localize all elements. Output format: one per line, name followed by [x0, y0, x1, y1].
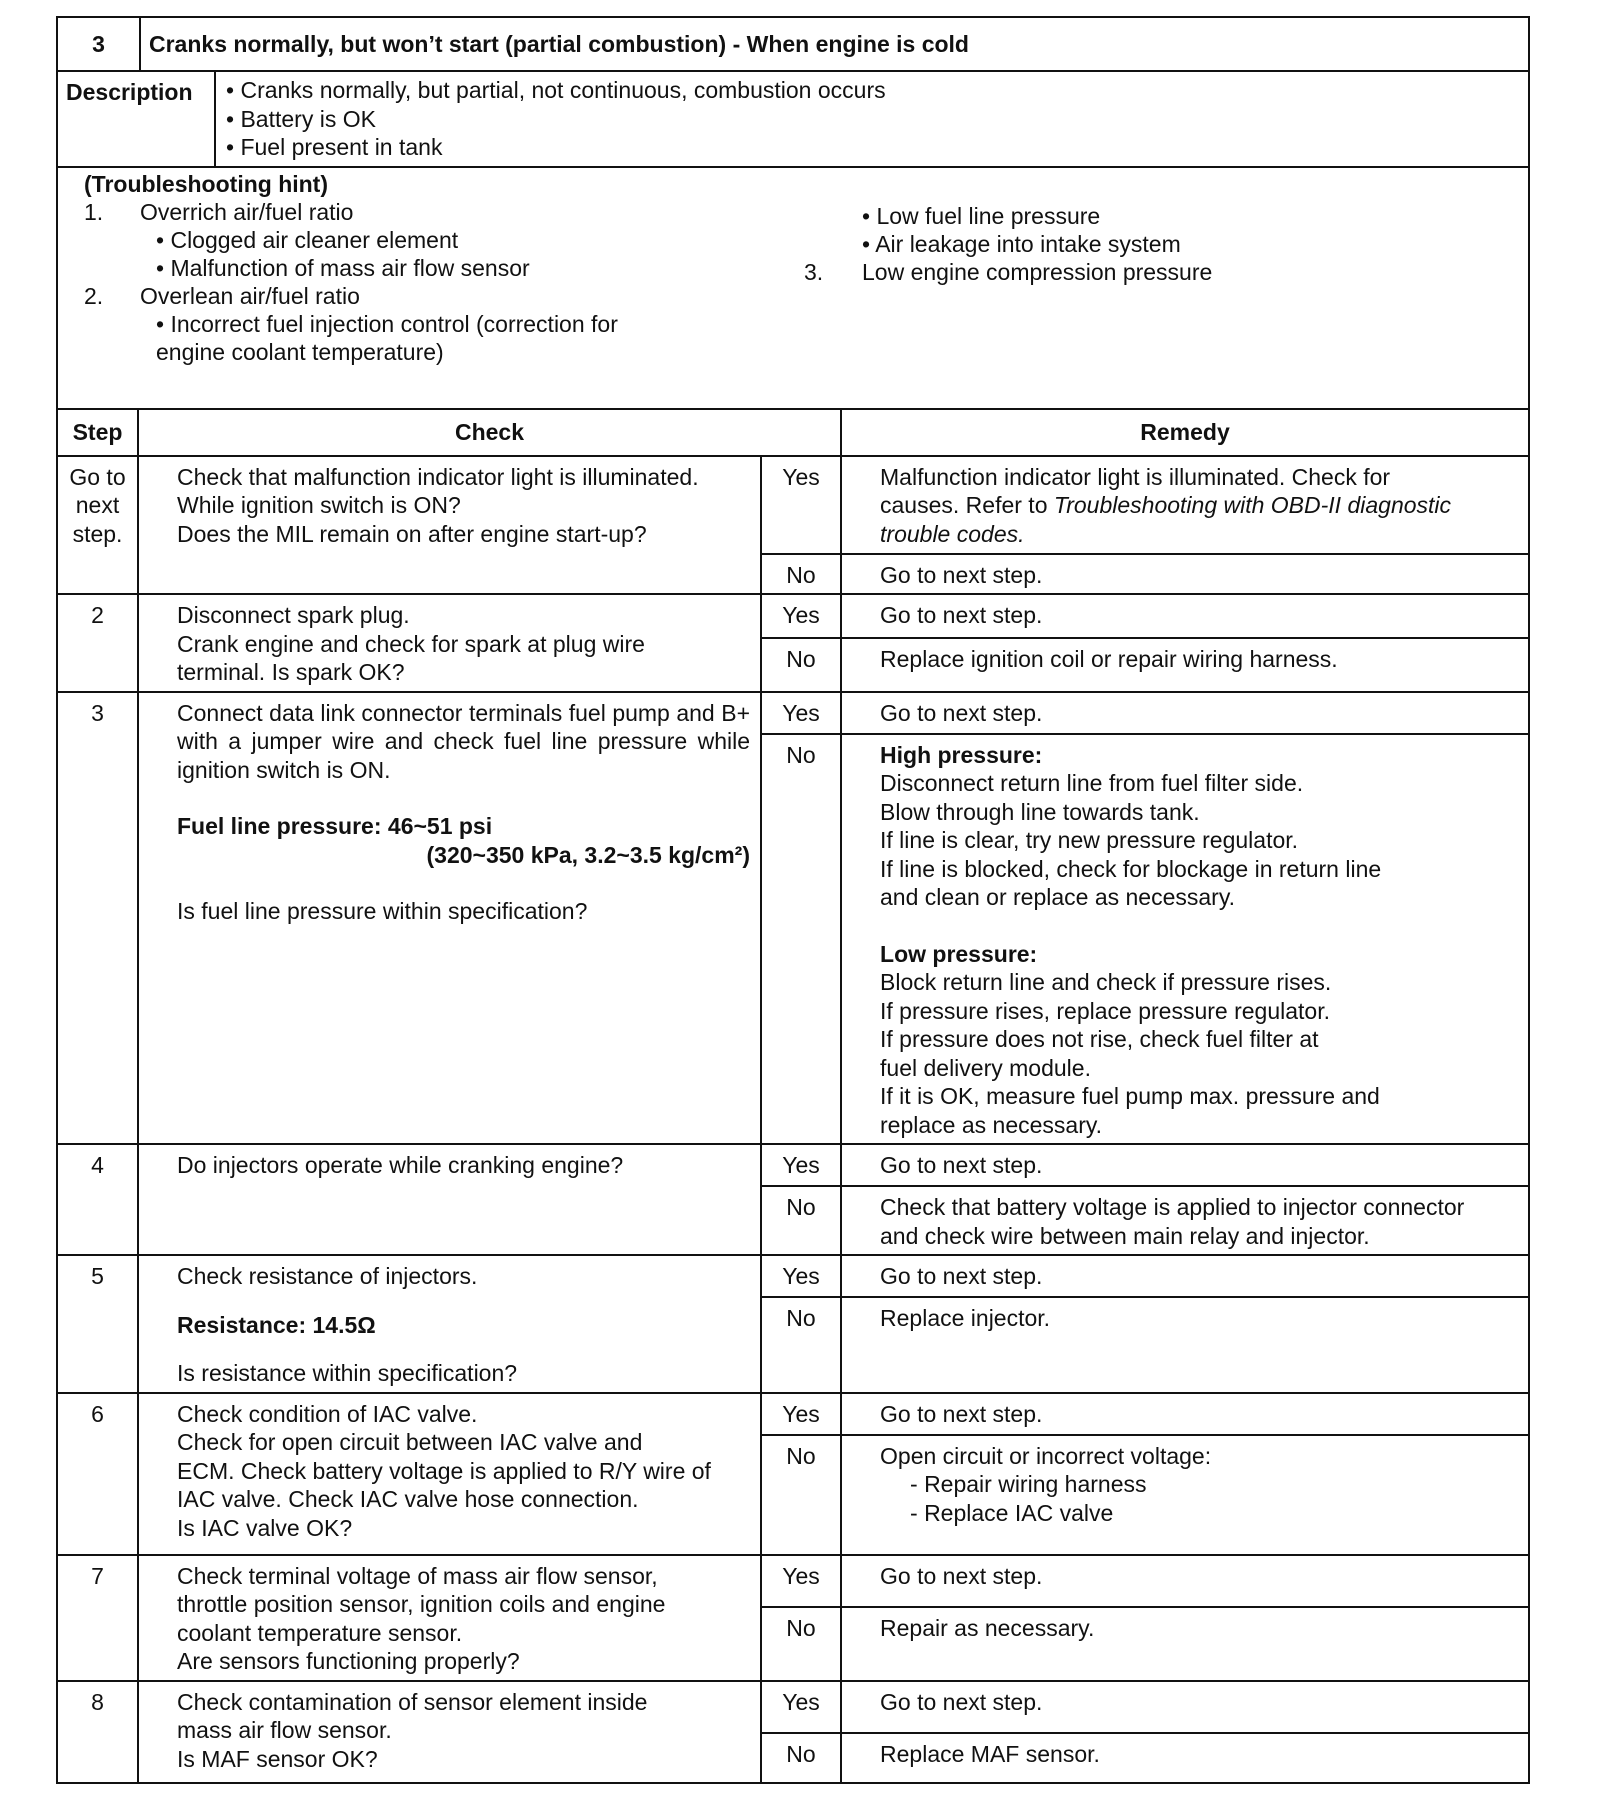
hint-number: 2. [84, 282, 104, 309]
col-check: Check [138, 409, 841, 456]
step-number: 5 [57, 1255, 138, 1393]
description-item: • Fuel present in tank [226, 133, 1518, 162]
check-text: Connect data link connector terminals fuel pump and B+ with a jumper wire and check fuel line pressure while ignition switch is ON. [177, 699, 750, 783]
troubleshooting-sheet [56, 16, 1530, 1784]
hint-text: Low engine compression pressure [862, 258, 1213, 285]
yes-label: Yes [761, 1555, 841, 1607]
check-line: Check that malfunction indicator light is illuminated. [177, 463, 699, 490]
remedy-yes: Go to next step. [841, 1555, 1529, 1607]
remedy-line: If line is blocked, check for blockage in return line [880, 855, 1382, 882]
step-number: 4 [57, 1144, 138, 1255]
check-question: Is fuel line pressure within specification? [177, 898, 588, 924]
table-row [57, 692, 1529, 734]
yes-label: Yes [761, 456, 841, 554]
step-check [138, 692, 761, 1145]
hint-text: • Clogged air cleaner element [156, 226, 458, 255]
check-line: Disconnect spark plug. [177, 602, 410, 628]
check-line: Check terminal voltage of mass air flow sensor, [177, 1562, 658, 1589]
table-row [57, 1393, 1529, 1435]
remedy-heading: High pressure: [880, 741, 1043, 768]
table-row [57, 1681, 1529, 1733]
remedy-no [841, 734, 1529, 1145]
remedy-line: replace as necessary. [880, 1111, 1103, 1138]
remedy-no: Go to next step. [841, 554, 1529, 595]
remedy-yes [841, 456, 1529, 554]
yes-label: Yes [761, 1681, 841, 1733]
check-line: Check condition of IAC valve. [177, 1400, 478, 1427]
remedy-line: If pressure rises, replace pressure regulator. [880, 997, 1330, 1024]
yes-label: Yes [761, 1393, 841, 1435]
hint-text: • Incorrect fuel injection control (correction for [156, 310, 618, 339]
check-line: Is MAF sensor OK? [177, 1745, 378, 1772]
remedy-line: and clean or replace as necessary. [880, 884, 1236, 910]
remedy-line: causes. Refer to [880, 492, 1054, 518]
check-line: coolant temperature sensor. [177, 1619, 463, 1646]
description-item: • Battery is OK [226, 105, 1518, 134]
reference-link: Troubleshooting with OBD-II diagnostic [1053, 492, 1452, 518]
remedy-yes: Go to next step. [841, 594, 1529, 638]
hint-text: • Malfunction of mass air flow sensor [156, 254, 530, 283]
remedy-yes: Go to next step. [841, 692, 1529, 734]
check-line: IAC valve. Check IAC valve hose connection. [177, 1486, 639, 1512]
check-line: Is IAC valve OK? [177, 1514, 353, 1541]
yes-label: Yes [761, 1255, 841, 1297]
hint-text: • Low fuel line pressure [862, 202, 1100, 231]
header-title: Cranks normally, but won’t start (partial combustion) - When engine is cold [149, 30, 969, 57]
troubleshooting-hint [58, 166, 1528, 408]
step-check: Do injectors operate while cranking engine? [138, 1144, 761, 1255]
no-label: No [761, 1733, 841, 1783]
step-check [138, 456, 761, 595]
table-row [57, 1255, 1529, 1297]
remedy-no: Replace ignition coil or repair wiring harness. [841, 638, 1529, 692]
no-label: No [761, 734, 841, 1145]
remedy-line: If pressure does not rise, check fuel filter at [880, 1026, 1319, 1052]
remedy-line: - Replace IAC valve [910, 1499, 1114, 1526]
remedy-line: Malfunction indicator light is illuminated. Check for [880, 463, 1391, 490]
remedy-line: Disconnect return line from fuel filter side. [880, 770, 1304, 796]
remedy-line: Open circuit or incorrect voltage: [880, 1442, 1212, 1469]
hint-text: • Air leakage into intake system [862, 230, 1181, 259]
header-row [58, 18, 1528, 70]
header-number: 3 [58, 18, 141, 70]
check-question: Is resistance within specification? [177, 1360, 518, 1386]
col-step: Step [57, 409, 138, 456]
remedy-line: Block return line and check if pressure rises. [880, 969, 1332, 995]
remedy-line: Blow through line towards tank. [880, 798, 1200, 825]
table-header-row [57, 409, 1529, 456]
step-check [138, 1681, 761, 1783]
spec-value: Resistance: 14.5Ω [177, 1311, 376, 1338]
remedy-no [841, 1186, 1529, 1255]
remedy-yes: Go to next step. [841, 1393, 1529, 1435]
hint-text: engine coolant temperature) [156, 338, 444, 365]
hint-title: (Troubleshooting hint) [84, 170, 329, 197]
remedy-line: and check wire between main relay and injector. [880, 1222, 1370, 1249]
remedy-yes: Go to next step. [841, 1255, 1529, 1297]
remedy-no: Replace injector. [841, 1297, 1529, 1392]
reference-link: trouble codes. [880, 520, 1025, 547]
check-line: While ignition switch is ON? [177, 492, 461, 518]
spec-value: Fuel line pressure: 46~51 psi [177, 813, 493, 839]
description-label: Description [58, 72, 216, 166]
step-number: 2 [57, 594, 138, 692]
hint-number: 1. [84, 198, 104, 225]
no-label: No [761, 1186, 841, 1255]
remedy-line: If line is clear, try new pressure regulator. [880, 827, 1299, 853]
hint-text: Overrich air/fuel ratio [140, 198, 354, 225]
spec-units: (320~350 kPa, 3.2~3.5 kg/cm²) [426, 841, 750, 868]
description-list [216, 72, 1528, 166]
remedy-yes: Go to next step. [841, 1144, 1529, 1186]
check-line: Does the MIL remain on after engine start-up? [177, 520, 647, 547]
yes-label: Yes [761, 594, 841, 638]
check-text: Check resistance of injectors. [177, 1263, 478, 1289]
remedy-heading: Low pressure: [880, 940, 1038, 967]
no-label: No [761, 1607, 841, 1681]
table-row [57, 594, 1529, 638]
check-line: Check for open circuit between IAC valve and [177, 1429, 643, 1455]
remedy-yes: Go to next step. [841, 1681, 1529, 1733]
remedy-no: Replace MAF sensor. [841, 1733, 1529, 1783]
no-label: No [761, 638, 841, 692]
check-line: Check contamination of sensor element inside [177, 1688, 648, 1715]
table-row [57, 1144, 1529, 1186]
steps-table [56, 408, 1530, 1784]
step-check [138, 1393, 761, 1555]
no-label: No [761, 1435, 841, 1555]
remedy-line: fuel delivery module. [880, 1054, 1091, 1081]
check-line: Crank engine and check for spark at plug wire [177, 630, 645, 657]
description-row [58, 70, 1528, 166]
table-row [57, 456, 1529, 554]
step-check [138, 1255, 761, 1393]
step-number: 3 [57, 692, 138, 1145]
check-line: throttle position sensor, ignition coils and engine [177, 1591, 666, 1617]
table-row [57, 1555, 1529, 1607]
check-line: mass air flow sensor. [177, 1717, 392, 1743]
hint-text: Overlean air/fuel ratio [140, 282, 360, 309]
check-line: Are sensors functioning properly? [177, 1648, 520, 1674]
yes-label: Yes [761, 1144, 841, 1186]
remedy-line: If it is OK, measure fuel pump max. pressure and [880, 1083, 1380, 1109]
no-label: No [761, 554, 841, 595]
remedy-line: - Repair wiring harness [910, 1471, 1147, 1497]
check-line: ECM. Check battery voltage is applied to R/Y wire of [177, 1457, 711, 1484]
yes-label: Yes [761, 692, 841, 734]
description-item: • Cranks normally, but partial, not continuous, combustion occurs [226, 76, 1518, 105]
col-remedy: Remedy [841, 409, 1529, 456]
step-check [138, 1555, 761, 1681]
remedy-no: Repair as necessary. [841, 1607, 1529, 1681]
step-number: 6 [57, 1393, 138, 1555]
hint-number: 3. [804, 258, 824, 285]
remedy-no [841, 1435, 1529, 1555]
remedy-line: Check that battery voltage is applied to injector connector [880, 1194, 1465, 1220]
no-label: No [761, 1297, 841, 1392]
check-line: terminal. Is spark OK? [177, 659, 405, 685]
step-number: Go to next step. [57, 456, 138, 595]
step-check [138, 594, 761, 692]
step-number: 8 [57, 1681, 138, 1783]
step-number: 7 [57, 1555, 138, 1681]
